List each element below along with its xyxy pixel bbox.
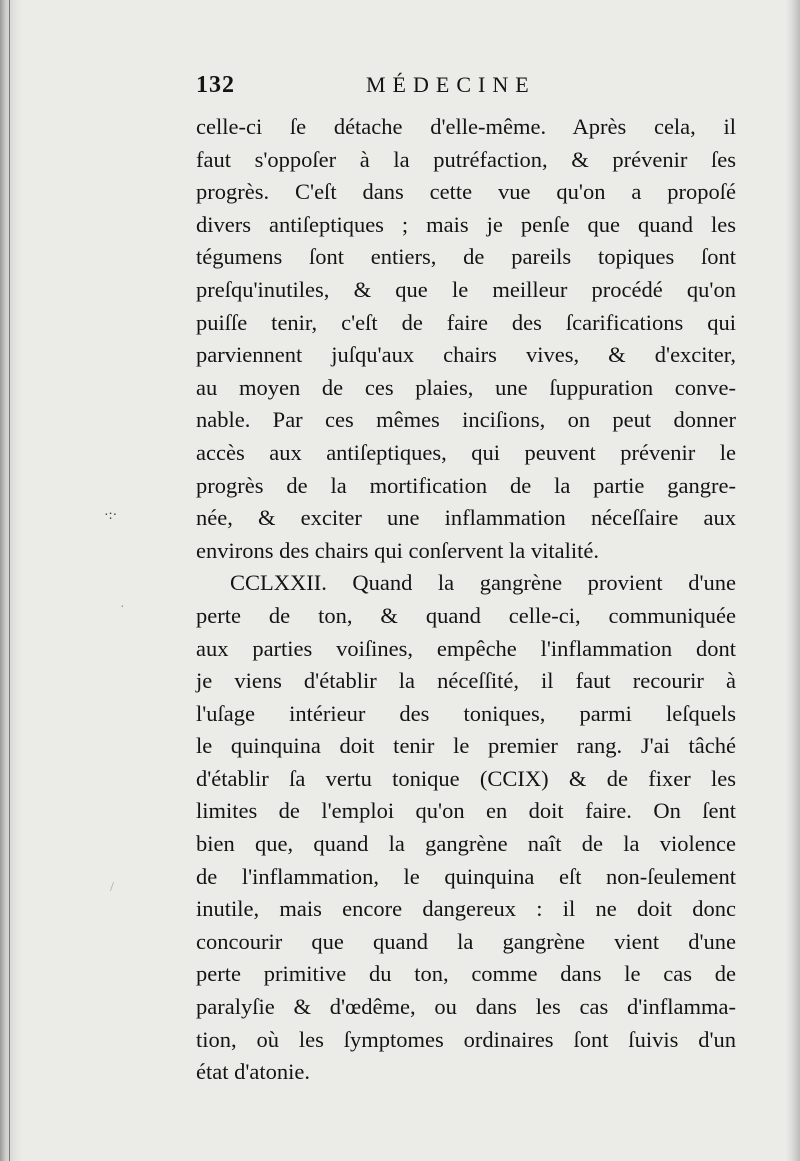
- text-line: accès aux antiſeptiques, qui peuvent prévenir le: [196, 439, 736, 465]
- page-number: 132: [196, 72, 235, 98]
- text-line: d'établir ſa vertu tonique (CCIX) & de fixer les: [196, 765, 736, 791]
- text-line: divers antiſeptiques ; mais je penſe que quand les: [196, 211, 736, 237]
- text-line: bien que, quand la gangrène naît de la violence: [196, 831, 736, 857]
- running-head: MÉDECINE: [366, 72, 536, 97]
- text-line: je viens d'établir la néceſſité, il faut recourir à: [196, 668, 736, 694]
- text-line: limites de l'emploi qu'on en doit faire. On ſent: [196, 798, 736, 824]
- text-line: nable. Par ces mêmes inciſions, on peut donner: [196, 407, 736, 433]
- text-line: preſqu'inutiles, & que le meilleur procédé qu'on: [196, 276, 736, 302]
- paragraph-start-line: CCLXXII. Quand la gangrène provient d'une: [230, 570, 736, 596]
- text-line: le quinquina doit tenir le premier rang. J'ai tâché: [196, 733, 736, 759]
- text-line: environs des chairs qui conſervent la vitalité.: [196, 537, 600, 563]
- text-line: celle-ci ſe détache d'elle-même. Après cela, il: [196, 114, 736, 139]
- gutter-fold-line: [9, 0, 10, 1161]
- text-line: perte primitive du ton, comme dans le cas de: [196, 961, 736, 987]
- text-line: aux parties voiſines, empêche l'inflammation dont: [196, 635, 736, 661]
- text-line: tion, où les ſymptomes ordinaires ſont ſuivis d'un: [196, 1026, 736, 1052]
- text-line: née, & exciter une inflammation néceſſaire aux: [196, 505, 736, 531]
- text-line: progrès de la mortification de la partie gangre-: [196, 472, 736, 498]
- ink-speck: ·:·: [104, 508, 118, 523]
- text-line: faut s'oppoſer à la putréfaction, & prévenir ſes: [196, 146, 736, 172]
- ink-speck: /: [110, 880, 114, 895]
- text-line: perte de ton, & quand celle-ci, communiquée: [196, 602, 736, 628]
- text-line: état d'atonie.: [196, 1059, 311, 1085]
- text-line: l'uſage intérieur des toniques, parmi leſquels: [196, 700, 736, 726]
- text-line: concourir que quand la gangrène vient d'une: [196, 928, 736, 954]
- book-gutter: [0, 0, 22, 1161]
- text-line: de l'inflammation, le quinquina eſt non-ſeulement: [196, 863, 736, 889]
- text-line: puiſſe tenir, c'eſt de faire des ſcarifications qui: [196, 309, 736, 335]
- text-line: tégumens ſont entiers, de pareils topiques ſont: [196, 244, 736, 270]
- text-line: au moyen de ces plaies, une ſuppuration conve-: [196, 374, 736, 400]
- text-line: paralyſie & d'œdême, ou dans les cas d'inflamma-: [196, 994, 736, 1020]
- text-line: inutile, mais encore dangereux : il ne doit donc: [196, 896, 736, 922]
- page-header: [196, 72, 736, 108]
- page-edge-shadow: [786, 0, 800, 1161]
- body-text: [196, 111, 736, 1089]
- ink-speck: ·: [120, 600, 125, 615]
- text-line: progrès. C'eſt dans cette vue qu'on a propoſé: [196, 179, 736, 205]
- text-line: parviennent juſqu'aux chairs vives, & d'exciter,: [196, 342, 736, 368]
